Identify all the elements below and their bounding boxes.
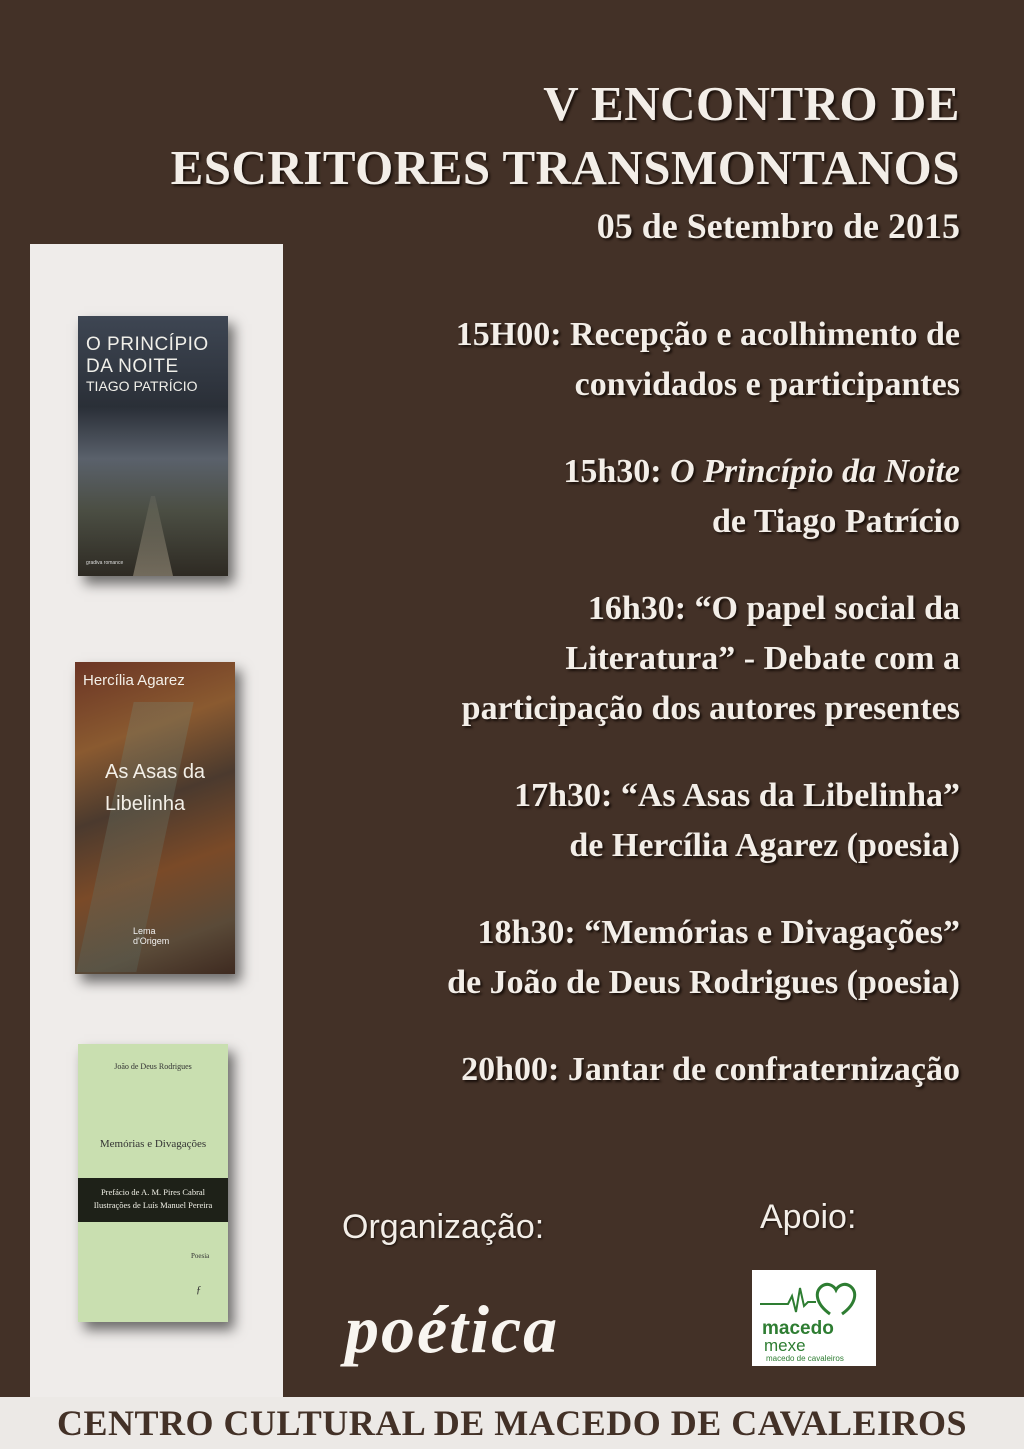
title-line-2: ESCRITORES TRANSMONTANOS [170,140,960,195]
support-label: Apoio: [760,1198,857,1236]
schedule-line: de Hercília Agarez (poesia) [569,827,960,864]
support-logo-sub: mexe [764,1336,806,1355]
schedule-line: 16h30: “O papel social da [587,590,960,627]
schedule-line: 20h00: Jantar de confraternização [461,1051,960,1088]
title-line-1: V ENCONTRO DE [543,76,960,131]
book-cover-principio-da-noite [78,316,228,576]
book-title-line: As Asas da [105,761,206,783]
road-illustration [133,496,173,576]
support-logo-small: macedo de cavaleiros [766,1354,844,1363]
book-title-line: O PRINCÍPIO [86,334,209,355]
event-date: 05 de Setembro de 2015 [596,206,960,246]
publisher-mark: ƒ [196,1284,202,1296]
book-title-italic: O Princípio da Noite [670,453,960,490]
book-title-line: Libelinha [105,793,186,815]
book-cover-author: TIAGO PATRÍCIO [86,378,198,394]
schedule-item [280,584,960,734]
schedule-item [280,447,960,547]
footer-bar [0,1397,1024,1449]
book-cover-memorias-e-divagacoes [78,1044,228,1322]
schedule-line: participação dos autores presentes [461,690,960,727]
schedule-item [280,310,960,410]
venue-name: CENTRO CULTURAL DE MACEDO DE CAVALEIROS [56,1403,968,1443]
book-cover-title [86,334,209,378]
publisher-logo [133,926,169,946]
book-cover-title [105,756,205,820]
schedule-line: Literatura” - Debate com a [565,640,960,677]
poster-title [171,72,960,200]
schedule-line [280,447,960,497]
book-cover-publisher: gradiva romance [86,560,124,566]
schedule-item [280,908,960,1008]
book-cover-title: Memórias e Divagações [99,1138,207,1150]
book-cover-author: Hercília Agarez [83,672,185,689]
schedule-line: 17h30: “As Asas da Libelinha” [514,777,960,814]
organization-label: Organização: [342,1208,545,1246]
support-logo-main: macedo [762,1318,834,1339]
organizer-logo: poética [345,1291,560,1367]
book-cover-asas-da-libelinha [75,662,235,974]
schedule-item [280,1045,960,1095]
heart-pulse-icon [758,1274,870,1320]
book-title-line: DA NOITE [86,356,179,377]
book-cover-author: João de Deus Rodrigues [114,1062,192,1071]
cover-preface: Prefácio de A. M. Pires Cabral [100,1187,206,1197]
schedule-line: de Tiago Patrício [711,503,960,540]
support-logo [752,1270,876,1366]
book-covers-panel [30,244,283,1404]
schedule-line: 18h30: “Memórias e Divagações” [477,914,960,951]
publisher-line: d'Origem [133,936,170,946]
cover-genre: Poesia [191,1252,210,1260]
schedule-item [280,771,960,871]
schedule-line: convidados e participantes [574,366,960,403]
cover-illustrations: Ilustrações de Luís Manuel Pereira [93,1200,213,1210]
schedule-time: 15h30: [563,453,671,490]
schedule-list [280,310,960,1132]
publisher-line: Lema [133,926,156,936]
schedule-line: de João de Deus Rodrigues (poesia) [447,964,960,1001]
schedule-line: 15H00: Recepção e acolhimento de [455,316,960,353]
